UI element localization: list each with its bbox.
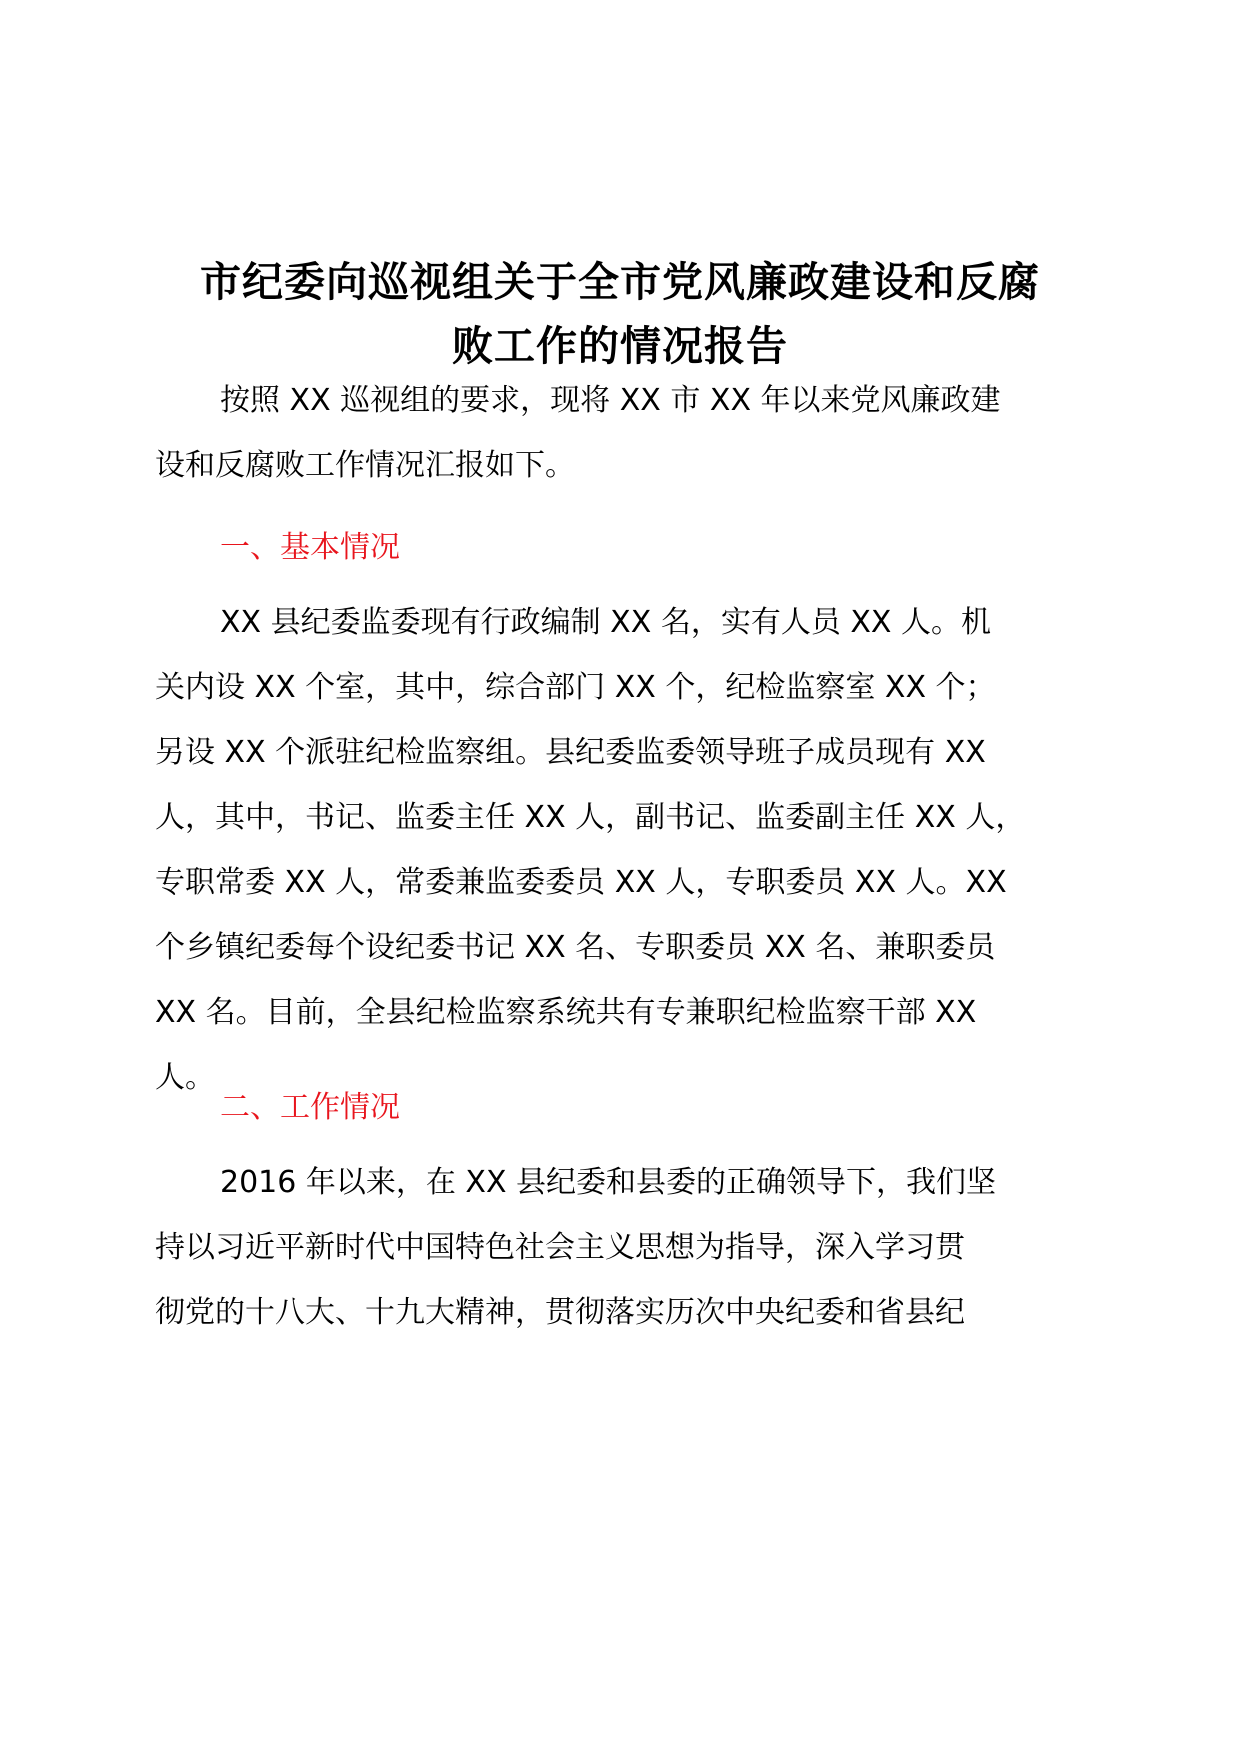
section-1-line: 个乡镇纪委每个设纪委书记 XX 名、专职委员 XX 名、兼职委员 [155, 930, 996, 965]
section-1-paragraph [155, 590, 1105, 1110]
section-1-line: 关内设 XX 个室，其中，综合部门 XX 个，纪检监察室 XX 个； [155, 670, 996, 705]
section-2-line: 持以习近平新时代中国特色社会主义思想为指导，深入学习贯 [155, 1230, 965, 1265]
intro-paragraph [155, 368, 1105, 498]
intro-line: 按照 XX 巡视组的要求，现将 XX 市 XX 年以来党风廉政建 [220, 383, 1001, 418]
section-1-line: 专职常委 XX 人，常委兼监委委员 XX 人，专职委员 XX 人。XX [155, 865, 1007, 900]
section-2-line: 2016 年以来，在 XX 县纪委和县委的正确领导下，我们坚 [220, 1165, 997, 1200]
section-1-line: XX 县纪委监委现有行政编制 XX 名，实有人员 XX 人。机 [220, 605, 991, 640]
section-1-line: XX 名。目前，全县纪检监察系统共有专兼职纪检监察干部 XX [155, 995, 977, 1030]
section-1-line: 另设 XX 个派驻纪检监察组。县纪委监委领导班子成员现有 XX [155, 735, 986, 770]
section-1-heading: 一、基本情况 [220, 530, 400, 565]
section-2-heading: 二、工作情况 [220, 1090, 400, 1125]
document-title [150, 250, 1090, 378]
section-2-paragraph [155, 1150, 1105, 1345]
section-2-line: 彻党的十八大、十九大精神，贯彻落实历次中央纪委和省县纪 [155, 1295, 965, 1330]
title-line-2: 败工作的情况报告 [452, 322, 788, 370]
section-1-line: 人，其中，书记、监委主任 XX 人，副书记、监委副主任 XX 人， [155, 800, 1026, 835]
section-1-line: 人。 [155, 1060, 215, 1095]
title-line-1: 市纪委向巡视组关于全市党风廉政建设和反腐 [200, 258, 1040, 306]
intro-line: 设和反腐败工作情况汇报如下。 [155, 448, 575, 483]
